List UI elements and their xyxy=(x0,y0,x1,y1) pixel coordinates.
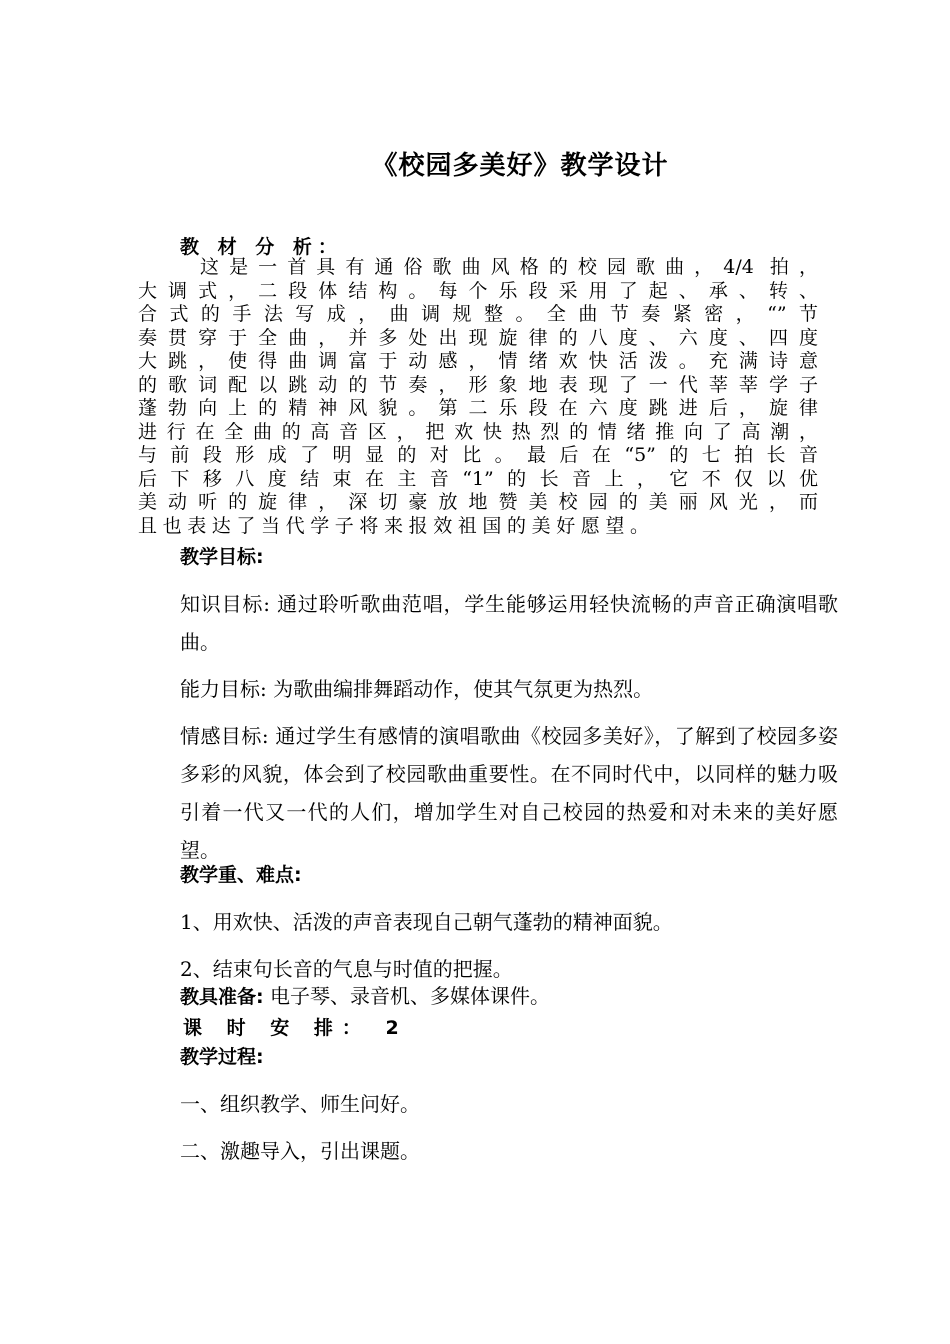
analysis-line: 的歌词配以跳动的节奏，形象地表现了一代莘莘学子 xyxy=(138,373,818,396)
analysis-line: 大跳，使得曲调富于动感，情绪欢快活泼。充满诗意 xyxy=(138,350,818,372)
analysis-paragraph xyxy=(138,256,818,538)
objectives-section xyxy=(138,538,838,869)
key-points-heading: 教学重、难点: xyxy=(180,864,302,886)
analysis-line: 与前段形成了明显的对比。最后在“5”的七拍长音 xyxy=(138,444,818,466)
objectives-heading: 教学目标: xyxy=(180,546,264,568)
process-step: 一、组织教学、师生问好。 xyxy=(180,1092,420,1116)
key-point-item: 1、用欢快、活泼的声音表现自己朝气蓬勃的精神面貌。 xyxy=(180,910,673,934)
equipment-value: 电子琴、录音机、多媒体课件。 xyxy=(263,984,550,1008)
ability-objective: 能力目标: 为歌曲编排舞蹈动作，使其气氛更为热烈。 xyxy=(180,677,654,701)
document-title: 《校园多美好》教学设计 xyxy=(371,151,669,181)
lesson-hours: 课 时 安 排： 2 xyxy=(183,1017,408,1039)
analysis-line: 蓬勃向上的精神风貌。第二乐段在六度跳进后，旋律 xyxy=(138,397,818,419)
analysis-line: 合式的手法写成，曲调规整。全曲节奏紧密，“”节 xyxy=(138,303,818,325)
analysis-line: 美动听的旋律，深切豪放地赞美校园的美丽风光，而 xyxy=(138,491,818,513)
key-point-item: 2、结束句长音的气息与时值的把握。 xyxy=(180,957,513,981)
process-heading: 教学过程: xyxy=(180,1046,264,1068)
process-section xyxy=(138,1038,838,1170)
emotion-objective: 情感目标: 通过学生有感情的演唱歌曲《校园多美好》，了解到了校园多姿多彩的风貌，体会到了校园歌曲重要性。在不同时代中，以同样的魅力吸引着一代又一代的人们，增加学生对自己校园的热爱和对未来的美好愿望。 xyxy=(180,724,838,862)
analysis-line: 奏贯穿于全曲，并多处出现旋律的八度、六度、四度 xyxy=(138,326,818,349)
analysis-heading: 教 材 分 析： xyxy=(180,236,343,258)
analysis-line: 大调式，二段体结构。每个乐段采用了起、承、转、 xyxy=(138,279,818,302)
process-step: 二、激趣导入，引出课题。 xyxy=(180,1139,420,1163)
key-points-section xyxy=(138,856,838,988)
analysis-line: 且也表达了当代学子将来报效祖国的美好愿望。 xyxy=(138,514,655,537)
analysis-line: 后下移八度结束在主音“1”的长音上，它不仅以优 xyxy=(138,467,818,490)
knowledge-objective: 知识目标: 通过聆听歌曲范唱，学生能够运用轻快流畅的声音正确演唱歌曲。 xyxy=(180,592,838,654)
analysis-line: 进行在全曲的高音区，把欢快热烈的情绪推向了高潮， xyxy=(138,420,818,443)
equipment-label: 教具准备: xyxy=(180,986,264,1008)
analysis-line: 这是一首具有通俗歌曲风格的校园歌曲，4/4 拍， xyxy=(200,256,818,278)
equipment-section xyxy=(138,977,838,1016)
